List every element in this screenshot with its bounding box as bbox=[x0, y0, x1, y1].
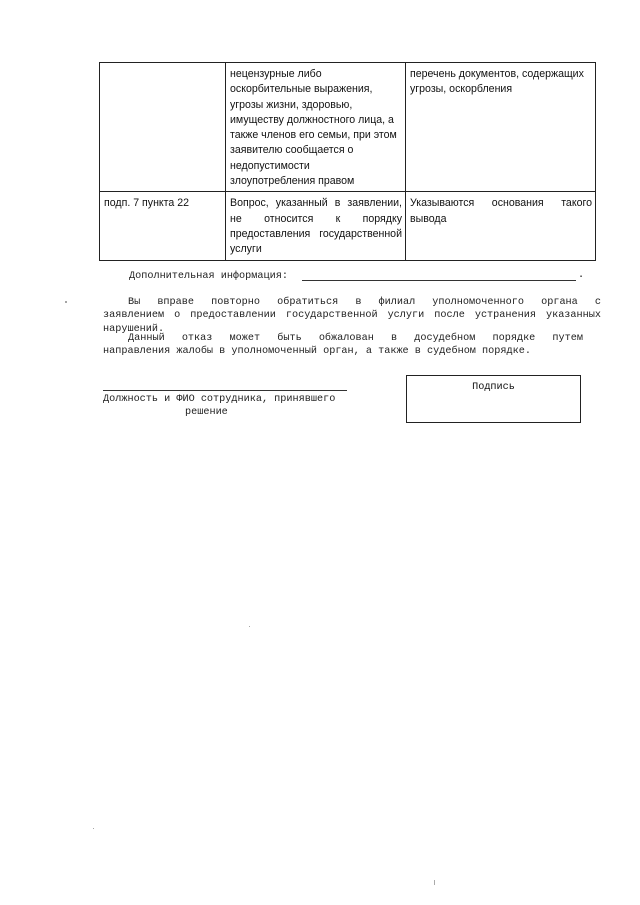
table-cell-clause bbox=[100, 63, 226, 192]
cell-line: угрозы жизни, здоровью, bbox=[230, 98, 353, 111]
cell-line: не относится к порядку bbox=[230, 212, 402, 225]
cell-line: перечень документов, содержащих bbox=[410, 68, 584, 80]
cell-line: услуги bbox=[230, 243, 262, 256]
table-cell-explanation bbox=[406, 192, 596, 260]
cell-line: оскорбительные выражения, bbox=[230, 83, 373, 96]
table-cell-reason bbox=[226, 192, 406, 260]
cell-line: также членов его семьи, при этом bbox=[230, 129, 397, 142]
cell-line: Вопрос, указанный в заявлении, bbox=[230, 197, 402, 210]
reapply-paragraph bbox=[103, 296, 601, 336]
caption-line: Должность и ФИО сотрудника, принявшего bbox=[103, 394, 336, 405]
signature-box-label: Подпись bbox=[472, 382, 515, 393]
scan-speck bbox=[93, 828, 94, 829]
scan-mark bbox=[434, 880, 435, 885]
paragraph-line: нарушений. bbox=[103, 323, 165, 335]
cell-line: заявителю сообщается о bbox=[230, 144, 354, 157]
refusal-grounds-table bbox=[99, 62, 596, 261]
signature-box bbox=[406, 375, 581, 423]
scan-speck bbox=[65, 301, 67, 303]
paragraph-line: направления жалобы в уполномоченный орган, а также в судебном порядке. bbox=[103, 346, 531, 358]
paragraph-line: Данный отказ может быть обжалован в досудебном порядке путем bbox=[128, 333, 583, 344]
table-cell-clause: подп. 7 пункта 22 bbox=[100, 192, 226, 260]
signature-caption bbox=[103, 393, 353, 420]
scan-speck bbox=[249, 626, 250, 627]
table-row bbox=[100, 192, 596, 260]
paragraph-line: заявлением о предоставлении государственной услуги после устранения указанных bbox=[103, 310, 601, 322]
cell-line: нецензурные либо bbox=[230, 68, 322, 80]
cell-line: вывода bbox=[410, 212, 447, 225]
additional-info-label: Дополнительная информация: bbox=[129, 271, 288, 282]
table-cell-reason bbox=[226, 63, 406, 192]
signature-line bbox=[103, 390, 347, 391]
cell-line: недопустимости bbox=[230, 159, 310, 172]
table-row bbox=[100, 63, 596, 192]
table-cell-explanation bbox=[406, 63, 596, 192]
cell-line: имуществу должностного лица, а bbox=[230, 113, 394, 126]
additional-info-blank-line bbox=[302, 280, 576, 281]
paragraph-line: Вы вправе повторно обратиться в филиал уполномоченного органа с bbox=[128, 297, 601, 308]
cell-line: угрозы, оскорбления bbox=[410, 83, 513, 96]
cell-line: злоупотребления правом bbox=[230, 175, 355, 188]
caption-line: решение bbox=[185, 407, 228, 419]
additional-info-end: . bbox=[578, 270, 585, 281]
cell-line: предоставления государственной bbox=[230, 227, 402, 240]
appeal-paragraph bbox=[103, 332, 583, 359]
cell-line: Указываются основания такого bbox=[410, 197, 592, 210]
